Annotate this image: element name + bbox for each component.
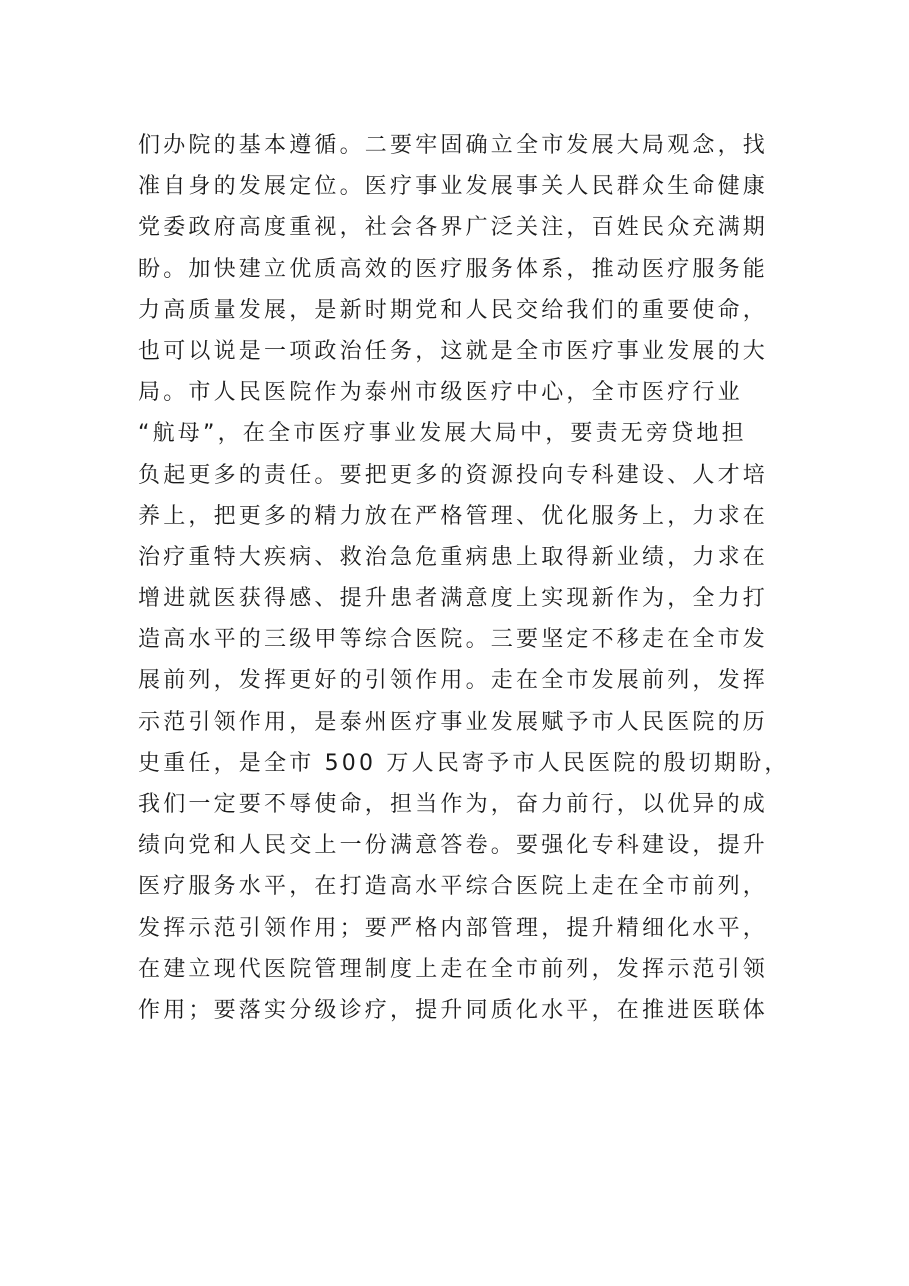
text-line-22: 作用；要落实分级诊疗，提升同质化水平，在推进医联体 xyxy=(138,997,769,1023)
text-line-13: 造高水平的三级甲等综合医院。三要坚定不移走在全市发 xyxy=(138,627,769,653)
text-line-3: 党委政府高度重视，社会各界广泛关注，百姓民众充满期 xyxy=(138,215,769,241)
text-line-16: 史重任，是全市 500 万人民寄予市人民医院的殷切期盼， xyxy=(138,750,790,776)
text-line-10: 养上，把更多的精力放在严格管理、优化服务上，力求在 xyxy=(138,503,769,529)
text-line-8: “航母”，在全市医疗事业发展大局中，要责无旁贷地担 xyxy=(138,421,747,447)
text-line-21: 在建立现代医院管理制度上走在全市前列，发挥示范引领 xyxy=(138,956,769,982)
text-line-4: 盼。加快建立优质高效的医疗服务体系，推动医疗服务能 xyxy=(138,256,769,282)
text-line-11: 治疗重特大疾病、救治急危重病患上取得新业绩，力求在 xyxy=(138,544,769,570)
body-text xyxy=(138,125,790,1031)
text-line-17: 我们一定要不辱使命，担当作为，奋力前行，以优异的成 xyxy=(138,792,769,817)
text-line-19: 医疗服务水平，在打造高水平综合医院上走在全市前列， xyxy=(138,874,769,900)
text-line-9: 负起更多的责任。要把更多的资源投向专科建设、人才培 xyxy=(138,462,769,488)
text-line-14: 展前列，发挥更好的引领作用。走在全市发展前列，发挥 xyxy=(138,668,769,694)
text-line-20: 发挥示范引领作用；要严格内部管理，提升精细化水平， xyxy=(138,915,769,941)
text-line-7: 局。市人民医院作为泰州市级医疗中心，全市医疗行业 xyxy=(138,380,743,406)
text-line-5: 力高质量发展，是新时期党和人民交给我们的重要使命， xyxy=(138,297,769,323)
text-line-2: 准自身的发展定位。医疗事业发展事关人民群众生命健康 xyxy=(138,174,769,200)
text-line-18: 绩向党和人民交上一份满意答卷。要强化专科建设，提升 xyxy=(138,833,769,859)
text-line-6: 也可以说是一项政治任务，这就是全市医疗事业发展的大 xyxy=(138,338,769,364)
text-line-1: 们办院的基本遵循。二要牢固确立全市发展大局观念，找 xyxy=(138,133,769,158)
text-line-12: 增进就医获得感、提升患者满意度上实现新作为，全力打 xyxy=(138,586,769,612)
text-line-15: 示范引领作用，是泰州医疗事业发展赋予市人民医院的历 xyxy=(138,709,769,735)
